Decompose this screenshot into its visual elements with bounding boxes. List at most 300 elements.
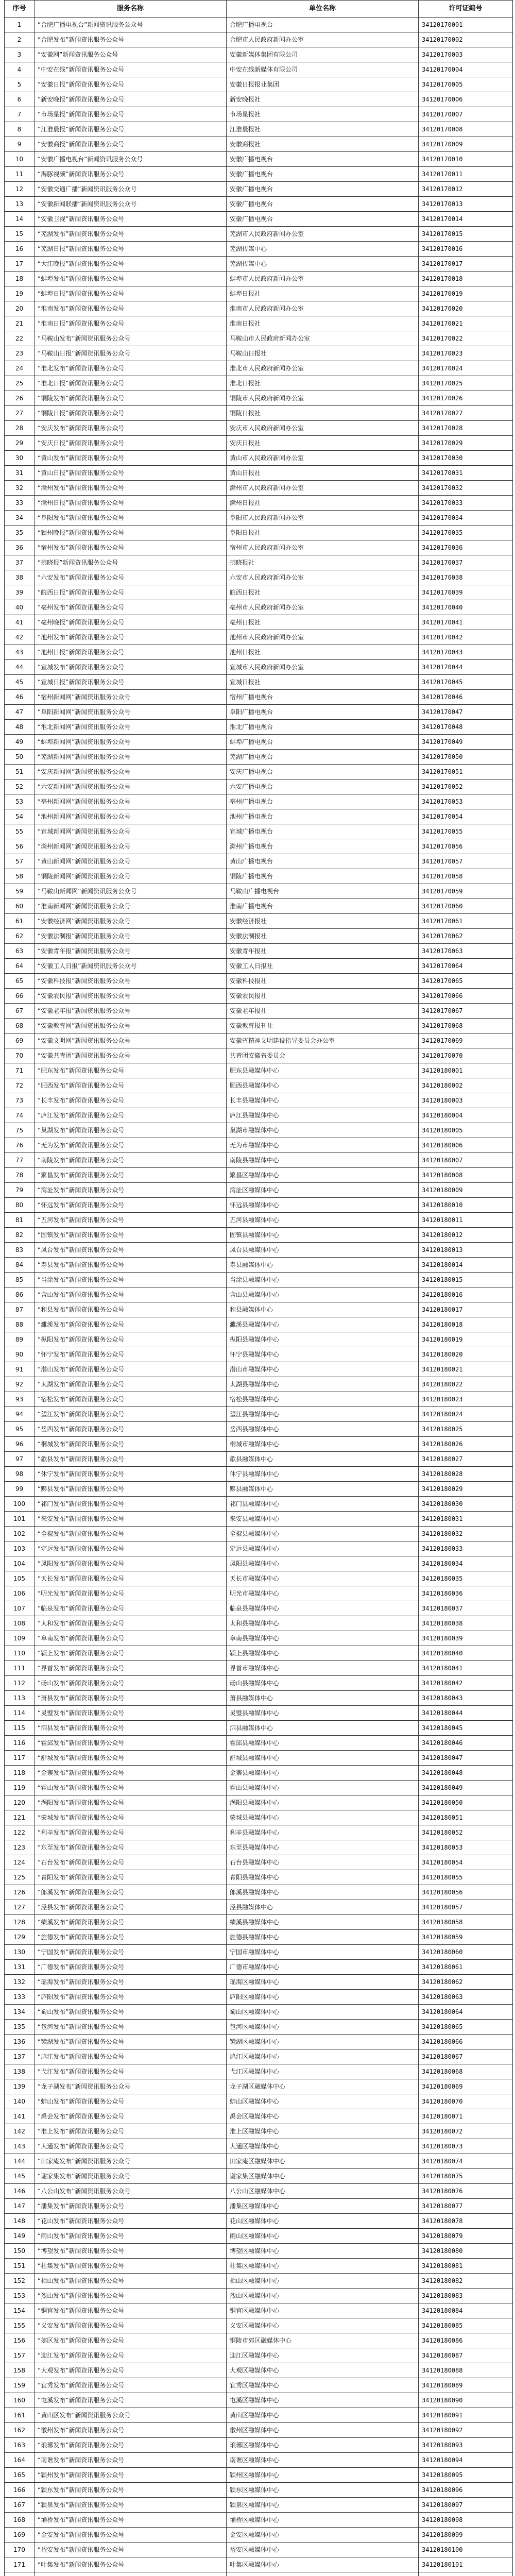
table-row	[5, 272, 513, 286]
cell-unit-name: 铜陵市人民政府新闻办公室	[227, 391, 419, 406]
cell-permit-number: 34120180001	[419, 1063, 513, 1078]
cell-unit-name: 六安广播电视台	[227, 779, 419, 794]
cell-service-name: “五河发布”新闻资讯服务公众号	[35, 1213, 227, 1228]
cell-service-name: “当涂发布”新闻资讯服务公众号	[35, 1273, 227, 1287]
cell-permit-number: 34120180079	[419, 2229, 513, 2244]
cell-permit-number: 34120170065	[419, 974, 513, 989]
cell-no: 69	[5, 1033, 35, 1048]
cell-service-name: “池州发布”新闻资讯服务公众号	[35, 630, 227, 645]
cell-unit-name: 安徽广播电视台	[227, 182, 419, 197]
table-row	[5, 1033, 513, 1048]
cell-permit-number: 34120180020	[419, 1347, 513, 1362]
cell-unit-name: 蚌埠日报社	[227, 286, 419, 301]
cell-service-name: “安徽广播电视台”新闻资讯服务公众号	[35, 152, 227, 167]
cell-permit-number: 34120180070	[419, 2094, 513, 2109]
cell-permit-number: 34120170012	[419, 182, 513, 197]
cell-permit-number: 34120180074	[419, 2154, 513, 2169]
table-row	[5, 1661, 513, 1676]
cell-permit-number: 34120180007	[419, 1153, 513, 1168]
cell-service-name: “灵璧发布”新闻资讯服务公众号	[35, 1706, 227, 1721]
table-row	[5, 227, 513, 242]
cell-no: 161	[5, 2408, 35, 2423]
cell-no: 94	[5, 1407, 35, 1422]
table-row	[5, 2468, 513, 2483]
cell-service-name: “池州日报”新闻资讯服务公众号	[35, 645, 227, 660]
cell-unit-name: 淮南市人民政府新闻办公室	[227, 301, 419, 316]
cell-no: 85	[5, 1273, 35, 1287]
cell-permit-number: 34120170036	[419, 540, 513, 555]
cell-unit-name: 颍州区融媒体中心	[227, 2468, 419, 2483]
table-row	[5, 660, 513, 675]
cell-service-name: “大观发布”新闻资讯服务公众号	[35, 2363, 227, 2378]
table-row	[5, 1019, 513, 1033]
cell-unit-name: 蚌山区融媒体中心	[227, 2094, 419, 2109]
table-row	[5, 451, 513, 466]
cell-permit-number: 34120180087	[419, 2348, 513, 2363]
cell-service-name: “繁昌发布”新闻资讯服务公众号	[35, 1168, 227, 1183]
cell-service-name: “安徽法制报”新闻资讯服务公众号	[35, 929, 227, 944]
cell-unit-name: 安庆市人民政府新闻办公室	[227, 421, 419, 436]
table-row	[5, 2154, 513, 2169]
cell-service-name: “安徽青年报”新闻资讯服务公众号	[35, 944, 227, 959]
cell-unit-name: 霍山县融媒体中心	[227, 1781, 419, 1795]
cell-unit-name: 蚌埠市人民政府新闻办公室	[227, 272, 419, 286]
cell-permit-number: 34120170040	[419, 600, 513, 615]
cell-permit-number: 34120180032	[419, 1527, 513, 1541]
cell-no: 27	[5, 406, 35, 421]
table-row	[5, 1810, 513, 1825]
cell-no: 65	[5, 974, 35, 989]
cell-no: 61	[5, 914, 35, 929]
cell-permit-number: 34120180016	[419, 1287, 513, 1302]
cell-service-name: “东至发布”新闻资讯服务公众号	[35, 1840, 227, 1855]
cell-no: 163	[5, 2438, 35, 2453]
cell-unit-name: 铜官区融媒体中心	[227, 2303, 419, 2318]
table-row	[5, 1736, 513, 1751]
cell-unit-name: 利辛县融媒体中心	[227, 1825, 419, 1840]
table-row	[5, 540, 513, 555]
cell-unit-name: 无为市融媒体中心	[227, 1138, 419, 1153]
cell-unit-name: 亳州日报社	[227, 615, 419, 630]
cell-no: 92	[5, 1377, 35, 1392]
cell-unit-name: 池州市人民政府新闻办公室	[227, 630, 419, 645]
cell-no: 169	[5, 2528, 35, 2543]
table-row	[5, 1676, 513, 1691]
cell-no: 74	[5, 1108, 35, 1123]
table-row	[5, 1377, 513, 1392]
cell-no: 7	[5, 107, 35, 122]
cell-unit-name: 明光市融媒体中心	[227, 1586, 419, 1601]
cell-permit-number: 34120170007	[419, 107, 513, 122]
table-row	[5, 1990, 513, 2005]
cell-service-name: “宿州发布”新闻资讯服务公众号	[35, 540, 227, 555]
header-service-name: 服务名称	[35, 1, 227, 18]
cell-no: 114	[5, 1706, 35, 1721]
cell-unit-name: 安徽广播电视台	[227, 167, 419, 182]
cell-service-name: “池州新闻网”新闻资讯服务公众号	[35, 809, 227, 824]
cell-service-name: “霍山发布”新闻资讯服务公众号	[35, 1781, 227, 1795]
cell-permit-number: 34120180028	[419, 1467, 513, 1482]
cell-no: 164	[5, 2453, 35, 2468]
cell-no: 130	[5, 1945, 35, 1960]
cell-service-name: “镜湖发布”新闻资讯服务公众号	[35, 2035, 227, 2049]
cell-unit-name: 安徽农民报社	[227, 989, 419, 1004]
cell-unit-name: 滁州广播电视台	[227, 839, 419, 854]
cell-no: 88	[5, 1317, 35, 1332]
table-row	[5, 1482, 513, 1497]
header-row	[5, 1, 513, 18]
cell-permit-number: 34120170058	[419, 869, 513, 884]
table-row	[5, 346, 513, 361]
cell-service-name: “安徽网”新闻资讯服务公众号	[35, 47, 227, 62]
cell-no: 22	[5, 331, 35, 346]
cell-permit-number: 34120170030	[419, 451, 513, 466]
cell-no: 170	[5, 2543, 35, 2557]
cell-service-name: “阜阳新闻网”新闻资讯服务公众号	[35, 705, 227, 720]
cell-service-name: “宣城日报”新闻资讯服务公众号	[35, 675, 227, 690]
cell-unit-name: 马鞍山广播电视台	[227, 884, 419, 899]
table-row	[5, 884, 513, 899]
cell-no: 124	[5, 1855, 35, 1870]
cell-unit-name: 滁州市人民政府新闻办公室	[227, 481, 419, 496]
cell-unit-name: 阜阳广播电视台	[227, 705, 419, 720]
table-row	[5, 1781, 513, 1795]
table-row	[5, 1721, 513, 1736]
cell-permit-number: 34120180075	[419, 2169, 513, 2184]
cell-no: 89	[5, 1332, 35, 1347]
cell-permit-number: 34120180059	[419, 1930, 513, 1945]
cell-service-name: “砀山发布”新闻资讯服务公众号	[35, 1676, 227, 1691]
table-row	[5, 1975, 513, 1990]
cell-service-name	[35, 2572, 227, 2576]
cell-service-name: “肥西发布”新闻资讯服务公众号	[35, 1078, 227, 1093]
cell-permit-number: 34120170001	[419, 18, 513, 32]
cell-service-name: “禹会发布”新闻资讯服务公众号	[35, 2109, 227, 2124]
table-row	[5, 1571, 513, 1586]
cell-no: 58	[5, 869, 35, 884]
table-row	[5, 1407, 513, 1422]
cell-service-name: “潘集发布”新闻资讯服务公众号	[35, 2199, 227, 2214]
table-row	[5, 1078, 513, 1093]
table-row	[5, 391, 513, 406]
cell-service-name: “望江发布”新闻资讯服务公众号	[35, 1407, 227, 1422]
cell-no: 80	[5, 1198, 35, 1213]
cell-permit-number: 34120180073	[419, 2139, 513, 2154]
cell-no: 11	[5, 167, 35, 182]
cell-unit-name: 安徽青年报社	[227, 944, 419, 959]
cell-no: 70	[5, 1048, 35, 1063]
table-row	[5, 137, 513, 152]
cell-unit-name: 芜湖广播电视台	[227, 750, 419, 765]
table-row	[5, 1317, 513, 1332]
cell-permit-number: 34120180068	[419, 2064, 513, 2079]
cell-no: 68	[5, 1019, 35, 1033]
table-row	[5, 929, 513, 944]
cell-no: 167	[5, 2498, 35, 2513]
cell-service-name: “芜湖发布”新闻资讯服务公众号	[35, 227, 227, 242]
cell-service-name: “大江晚报”新闻资讯服务公众号	[35, 257, 227, 272]
cell-permit-number: 34120180043	[419, 1691, 513, 1706]
cell-permit-number: 34120170046	[419, 690, 513, 705]
cell-unit-name: 安徽科技报社	[227, 974, 419, 989]
cell-no: 2	[5, 32, 35, 47]
table-row	[5, 466, 513, 481]
cell-permit-number: 34120180071	[419, 2109, 513, 2124]
cell-no: 21	[5, 316, 35, 331]
cell-no: 153	[5, 2289, 35, 2303]
cell-permit-number: 34120180095	[419, 2468, 513, 2483]
cell-service-name: “太湖发布”新闻资讯服务公众号	[35, 1377, 227, 1392]
cell-no: 142	[5, 2124, 35, 2139]
cell-unit-name: 安徽工人日报社	[227, 959, 419, 974]
table-row	[5, 854, 513, 869]
cell-permit-number: 34120180089	[419, 2378, 513, 2393]
cell-service-name: “郊区发布”新闻资讯服务公众号	[35, 2333, 227, 2348]
table-row	[5, 2079, 513, 2094]
cell-service-name: “淮南新闻网”新闻资讯服务公众号	[35, 899, 227, 914]
cell-service-name: “庐江发布”新闻资讯服务公众号	[35, 1108, 227, 1123]
cell-permit-number: 34120170041	[419, 615, 513, 630]
table-row	[5, 2289, 513, 2303]
table-row	[5, 570, 513, 585]
cell-service-name: “博望发布”新闻资讯服务公众号	[35, 2244, 227, 2259]
cell-service-name: “安徽商报”新闻资讯服务公众号	[35, 137, 227, 152]
cell-service-name: “铜官发布”新闻资讯服务公众号	[35, 2303, 227, 2318]
cell-service-name: “宿州新闻网”新闻资讯服务公众号	[35, 690, 227, 705]
table-row	[5, 1213, 513, 1228]
cell-no: 118	[5, 1766, 35, 1781]
cell-no: 136	[5, 2035, 35, 2049]
cell-no: 120	[5, 1795, 35, 1810]
cell-service-name: “皖西日报”新闻资讯服务公众号	[35, 585, 227, 600]
cell-service-name: “相山发布”新闻资讯服务公众号	[35, 2274, 227, 2289]
cell-no: 26	[5, 391, 35, 406]
cell-service-name: “安徽经济网”新闻资讯服务公众号	[35, 914, 227, 929]
table-row	[5, 839, 513, 854]
cell-service-name: “临泉发布”新闻资讯服务公众号	[35, 1601, 227, 1616]
cell-permit-number: 34120170051	[419, 765, 513, 779]
cell-service-name: “亳州发布”新闻资讯服务公众号	[35, 600, 227, 615]
cell-permit-number: 34120180072	[419, 2124, 513, 2139]
table-row	[5, 331, 513, 346]
cell-service-name: “和县发布”新闻资讯服务公众号	[35, 1302, 227, 1317]
cell-no: 112	[5, 1676, 35, 1691]
cell-service-name: “淮上发布”新闻资讯服务公众号	[35, 2124, 227, 2139]
cell-permit-number: 34120180099	[419, 2528, 513, 2543]
cell-unit-name: 瑶海区融媒体中心	[227, 1975, 419, 1990]
table-row	[5, 585, 513, 600]
cell-permit-number: 34120180010	[419, 1198, 513, 1213]
cell-service-name: “江淮晨报”新闻资讯服务公众号	[35, 122, 227, 137]
cell-no: 57	[5, 854, 35, 869]
cell-unit-name: 舒城县融媒体中心	[227, 1751, 419, 1766]
cell-permit-number: 34120170042	[419, 630, 513, 645]
cell-unit-name: 马鞍山日报社	[227, 346, 419, 361]
cell-unit-name: 义安区融媒体中心	[227, 2318, 419, 2333]
cell-permit-number: 34120170022	[419, 331, 513, 346]
cell-unit-name: 涡阳县融媒体中心	[227, 1795, 419, 1810]
cell-service-name: “肥东发布”新闻资讯服务公众号	[35, 1063, 227, 1078]
cell-service-name: “利辛发布”新闻资讯服务公众号	[35, 1825, 227, 1840]
cell-permit-number: 34120180083	[419, 2289, 513, 2303]
cell-unit-name: 弋江区融媒体中心	[227, 2064, 419, 2079]
table-row	[5, 765, 513, 779]
cell-no: 9	[5, 137, 35, 152]
table-row	[5, 32, 513, 47]
cell-unit-name: 铜陵市郊区融媒体中心	[227, 2333, 419, 2348]
table-row	[5, 1616, 513, 1631]
cell-unit-name: 界首市融媒体中心	[227, 1661, 419, 1676]
table-row	[5, 1362, 513, 1377]
cell-service-name: “黄山新闻网”新闻资讯服务公众号	[35, 854, 227, 869]
cell-unit-name: 潘集区融媒体中心	[227, 2199, 419, 2214]
cell-service-name: “宁国发布”新闻资讯服务公众号	[35, 1945, 227, 1960]
table-row	[5, 182, 513, 197]
table-row	[5, 2229, 513, 2244]
cell-unit-name: 凤台县融媒体中心	[227, 1243, 419, 1258]
cell-service-name: “淮南发布”新闻资讯服务公众号	[35, 301, 227, 316]
cell-unit-name: 潜山市融媒体中心	[227, 1362, 419, 1377]
cell-permit-number: 34120180017	[419, 1302, 513, 1317]
table-row	[5, 1915, 513, 1930]
cell-unit-name: 肥东县融媒体中心	[227, 1063, 419, 1078]
cell-no: 12	[5, 182, 35, 197]
table-row	[5, 1198, 513, 1213]
cell-no: 37	[5, 555, 35, 570]
cell-permit-number: 34120180062	[419, 1975, 513, 1990]
cell-service-name: “泾县发布”新闻资讯服务公众号	[35, 1900, 227, 1915]
table-row	[5, 301, 513, 316]
table-row	[5, 1840, 513, 1855]
cell-no: 36	[5, 540, 35, 555]
table-row	[5, 1885, 513, 1900]
cell-no: 50	[5, 750, 35, 765]
cell-no: 86	[5, 1287, 35, 1302]
cell-no: 115	[5, 1721, 35, 1736]
cell-no: 90	[5, 1347, 35, 1362]
table-row	[5, 1497, 513, 1512]
cell-permit-number: 34120180005	[419, 1123, 513, 1138]
cell-service-name: “田家庵发布”新闻资讯服务公众号	[35, 2154, 227, 2169]
cell-unit-name: 黄山日报社	[227, 466, 419, 481]
cell-no: 42	[5, 630, 35, 645]
cell-no: 47	[5, 705, 35, 720]
table-row	[5, 1960, 513, 1975]
table-row	[5, 615, 513, 630]
cell-permit-number: 34120180008	[419, 1168, 513, 1183]
cell-unit-name: 广德市融媒体中心	[227, 1960, 419, 1975]
table-row	[5, 1512, 513, 1527]
cell-permit-number: 34120180022	[419, 1377, 513, 1392]
cell-no: 63	[5, 944, 35, 959]
cell-permit-number: 34120170063	[419, 944, 513, 959]
cell-no: 29	[5, 436, 35, 451]
table-row	[5, 1467, 513, 1482]
cell-unit-name: 市场星报社	[227, 107, 419, 122]
cell-permit-number: 34120170039	[419, 585, 513, 600]
cell-no: 28	[5, 421, 35, 436]
cell-permit-number: 34120180013	[419, 1243, 513, 1258]
cell-service-name: “颍泉发布”新闻资讯服务公众号	[35, 2498, 227, 2513]
cell-permit-number: 34120170032	[419, 481, 513, 496]
cell-no: 4	[5, 62, 35, 77]
cell-unit-name: 宣城广播电视台	[227, 824, 419, 839]
cell-unit-name: 东至县融媒体中心	[227, 1840, 419, 1855]
cell-permit-number: 34120170068	[419, 1019, 513, 1033]
cell-service-name: “怀宁发布”新闻资讯服务公众号	[35, 1347, 227, 1362]
cell-service-name: “黄山日报”新闻资讯服务公众号	[35, 466, 227, 481]
cell-permit-number: 34120180091	[419, 2408, 513, 2423]
table-row	[5, 376, 513, 391]
cell-permit-number: 34120170070	[419, 1048, 513, 1063]
cell-permit-number: 34120170011	[419, 167, 513, 182]
table-row	[5, 899, 513, 914]
cell-permit-number: 34120180097	[419, 2498, 513, 2513]
table-row	[5, 1601, 513, 1616]
cell-no: 72	[5, 1078, 35, 1093]
cell-service-name: “岳西发布”新闻资讯服务公众号	[35, 1422, 227, 1437]
table-row	[5, 18, 513, 32]
cell-service-name: “铜陵新闻网”新闻资讯服务公众号	[35, 869, 227, 884]
cell-unit-name: 烈山区融媒体中心	[227, 2289, 419, 2303]
cell-permit-number: 34120180082	[419, 2274, 513, 2289]
table-row	[5, 2348, 513, 2363]
cell-service-name: “淮南日报”新闻资讯服务公众号	[35, 316, 227, 331]
table-row	[5, 212, 513, 227]
cell-no: 145	[5, 2169, 35, 2184]
cell-permit-number: 34120180021	[419, 1362, 513, 1377]
cell-permit-number: 34120180044	[419, 1706, 513, 1721]
cell-service-name: “颍东发布”新闻资讯服务公众号	[35, 2483, 227, 2498]
cell-service-name: “萧县发布”新闻资讯服务公众号	[35, 1691, 227, 1706]
table-row	[5, 944, 513, 959]
table-row	[5, 1347, 513, 1362]
cell-unit-name: 安庆日报社	[227, 436, 419, 451]
cell-no: 77	[5, 1153, 35, 1168]
cell-service-name: “天长发布”新闻资讯服务公众号	[35, 1571, 227, 1586]
cell-unit-name: 雨山区融媒体中心	[227, 2229, 419, 2244]
cell-service-name: “南陵发布”新闻资讯服务公众号	[35, 1153, 227, 1168]
cell-service-name: “安徽科技报”新闻资讯服务公众号	[35, 974, 227, 989]
cell-no: 158	[5, 2363, 35, 2378]
header-unit-name: 单位名称	[227, 1, 419, 18]
cell-unit-name: 巢湖市融媒体中心	[227, 1123, 419, 1138]
cell-no: 131	[5, 1960, 35, 1975]
cell-unit-name: 南谯区融媒体中心	[227, 2453, 419, 2468]
cell-unit-name: 庐江县融媒体中心	[227, 1108, 419, 1123]
table-row	[5, 1138, 513, 1153]
table-row	[5, 2184, 513, 2199]
cell-unit-name: 铜陵日报社	[227, 406, 419, 421]
cell-unit-name: 金安区融媒体中心	[227, 2528, 419, 2543]
table-row	[5, 2274, 513, 2289]
cell-no: 123	[5, 1840, 35, 1855]
table-row	[5, 1273, 513, 1287]
cell-permit-number: 34120180080	[419, 2244, 513, 2259]
cell-no: 46	[5, 690, 35, 705]
cell-no: 17	[5, 257, 35, 272]
cell-unit-name: 蜀山区融媒体中心	[227, 2005, 419, 2020]
table-row	[5, 735, 513, 750]
cell-permit-number: 34120170009	[419, 137, 513, 152]
cell-service-name: “凤台发布”新闻资讯服务公众号	[35, 1243, 227, 1258]
cell-unit-name: 铜陵广播电视台	[227, 869, 419, 884]
cell-permit-number: 34120170038	[419, 570, 513, 585]
cell-unit-name: 宁国市融媒体中心	[227, 1945, 419, 1960]
table-row	[5, 1183, 513, 1198]
cell-service-name: “谢家集发布”新闻资讯服务公众号	[35, 2169, 227, 2184]
cell-permit-number: 34120170031	[419, 466, 513, 481]
